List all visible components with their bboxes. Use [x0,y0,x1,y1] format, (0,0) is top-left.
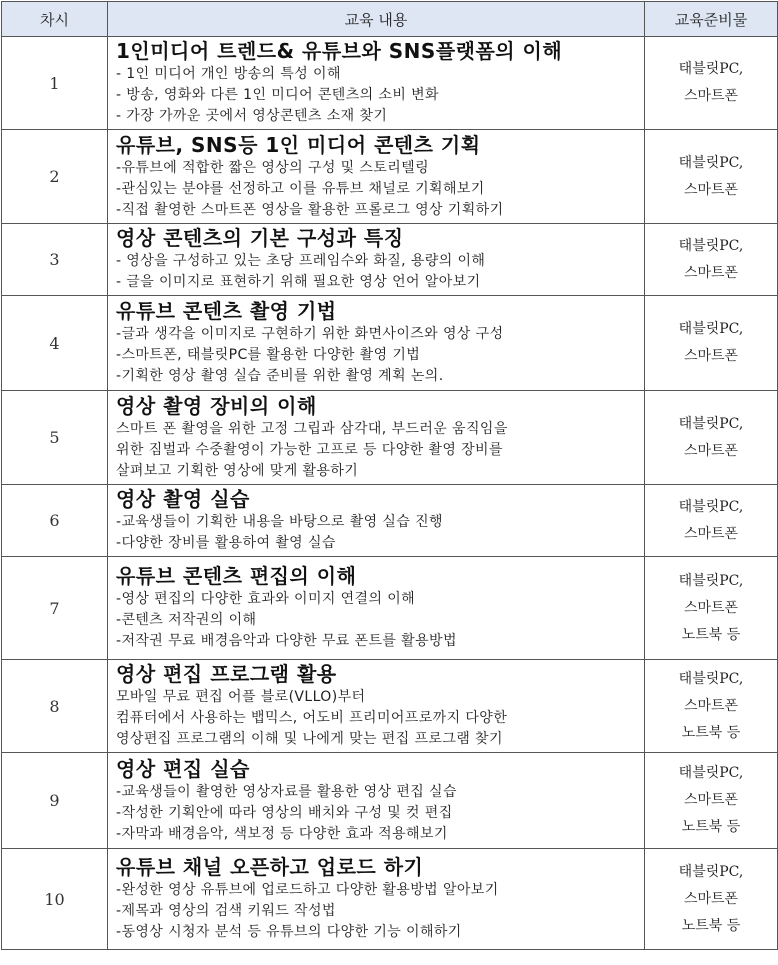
session-materials [645,37,778,130]
session-detail-line: -유튜브에 적합한 짧은 영상의 구성 및 스토리텔링 [116,159,430,176]
session-number: 6 [2,485,108,557]
material-item: 스마트폰 [683,697,739,714]
material-item: 스마트폰 [683,792,739,808]
session-number: 2 [2,130,108,224]
session-title: 유튜브 콘텐츠 편집의 이해 [116,564,357,588]
session-detail-line: - 영상을 구성하고 있는 초당 프레임수와 화질, 용량의 이해 [116,253,486,269]
session-materials [645,660,778,753]
session-materials [645,296,778,391]
session-detail-line: -다양한 장비를 활용하여 촬영 실습 [116,535,336,551]
material-item: 스마트폰 [683,525,739,542]
material-item: 태블릿PC, [678,321,744,337]
material-item: 스마트폰 [683,890,739,907]
session-detail-line: -저작권 무료 배경음악과 다양한 무료 폰트를 활용방법 [116,633,457,649]
session-detail-line: -영상 편집의 다양한 효과와 이미지 연결의 이해 [116,591,416,607]
table-row [2,753,778,849]
session-title: 유튜브, SNS등 1인 미디어 콘텐츠 기획 [116,132,481,157]
session-materials [645,485,778,557]
header-session: 차시 [2,2,108,37]
session-content [108,224,645,296]
table-row [2,37,778,130]
table-row [2,485,778,557]
session-materials [645,130,778,224]
session-number: 7 [2,557,108,660]
session-detail-line: -교육생들이 기획한 내용을 바탕으로 촬영 실습 진행 [116,514,443,530]
session-detail-line: - 1인 미디어 개인 방송의 특성 이해 [116,66,341,82]
session-detail-line: -기획한 영상 촬영 실습 준비를 위한 촬영 계획 논의. [116,368,444,384]
session-content [108,753,645,849]
table-row [2,660,778,753]
session-detail-line: 영상편집 프로그램의 이해 및 나에게 맞는 편집 프로그램 찾기 [116,731,503,747]
material-item: 스마트폰 [683,348,739,364]
session-title: 1인미디어 트렌드& 유튜브와 SNS플랫폼의 이해 [116,39,563,63]
session-detail-line: -스마트폰, 태블릿PC를 활용한 다양한 촬영 기법 [116,347,421,363]
session-detail-line: - 가장 가까운 곳에서 영상콘텐츠 소재 찾기 [116,108,388,124]
header-materials: 교육준비물 [645,2,778,37]
session-content [108,391,645,485]
session-materials [645,557,778,660]
table-row [2,224,778,296]
session-number: 3 [2,224,108,296]
material-item: 태블릿PC, [678,415,744,432]
session-detail-line: -직접 촬영한 스마트폰 영상을 활용한 프롤로그 영상 기획하기 [116,201,504,218]
material-item: 노트북 등 [681,724,741,741]
session-number: 5 [2,391,108,485]
session-detail-line: -완성한 영상 유튜브에 업로드하고 다양한 활용방법 알아보기 [116,882,499,898]
session-detail-line: -글과 생각을 이미지로 구현하기 위한 화면사이즈와 영상 구성 [116,326,504,342]
session-detail-line: - 방송, 영화와 다른 1인 미디어 콘텐츠의 소비 변화 [116,87,439,103]
table-row [2,130,778,224]
session-detail-line: -작성한 기획안에 따라 영상의 배치와 구성 및 컷 편집 [116,804,453,821]
table-header-row [2,2,778,37]
session-detail-line: - 글을 이미지로 표현하기 위해 필요한 영상 언어 알아보기 [116,274,481,290]
session-title: 영상 촬영 장비의 이해 [116,393,317,418]
session-materials [645,849,778,950]
material-item: 노트북 등 [681,819,741,835]
table-row [2,849,778,950]
session-number: 1 [2,37,108,130]
table-body [2,37,778,950]
session-materials [645,391,778,485]
session-detail-line: -콘텐츠 저작권의 이해 [116,612,257,628]
material-item: 노트북 등 [681,626,741,643]
material-item: 스마트폰 [683,264,739,281]
session-title: 영상 콘텐츠의 기본 구성과 특징 [116,226,404,250]
session-materials [645,224,778,296]
session-detail-line: -교육생들이 촬영한 영상자료를 활용한 영상 편집 실습 [116,783,457,800]
session-number: 9 [2,753,108,849]
material-item: 태블릿PC, [678,237,744,254]
session-content [108,660,645,753]
session-title: 영상 편집 프로그램 활용 [116,662,337,686]
table-row [2,391,778,485]
session-title: 유튜브 채널 오픈하고 업로드 하기 [116,855,424,879]
material-item: 태블릿PC, [678,765,744,781]
session-detail-line: 모바일 무료 편집 어플 블로(VLLO)부터 [116,689,366,705]
session-materials [645,753,778,849]
material-item: 태블릿PC, [678,670,744,687]
session-title: 유튜브 콘텐츠 촬영 기법 [116,299,337,323]
session-detail-line: -동영상 시청자 분석 등 유튜브의 다양한 기능 이해하기 [116,924,462,940]
material-item: 태블릿PC, [678,572,744,589]
material-item: 스마트폰 [683,442,739,459]
session-detail-line: -관심있는 분야를 선정하고 이를 유튜브 채널로 기획해보기 [116,180,485,197]
header-content: 교육 내용 [108,2,645,37]
material-item: 태블릿PC, [678,863,744,880]
material-item: 노트북 등 [681,917,741,934]
session-content [108,557,645,660]
session-content [108,296,645,391]
session-number: 4 [2,296,108,391]
session-detail-line: -제목과 영상의 검색 키워드 작성법 [116,903,336,919]
table-row [2,557,778,660]
session-title: 영상 편집 실습 [116,756,250,781]
material-item: 스마트폰 [683,88,739,104]
material-item: 태블릿PC, [678,154,744,171]
curriculum-table [1,1,778,950]
session-detail-line: 스마트 폰 촬영을 위한 고정 그립과 삼각대, 부드러운 움직임을 [116,420,508,437]
material-item: 스마트폰 [683,599,739,616]
session-detail-line: -자막과 배경음악, 색보정 등 다양한 효과 적용해보기 [116,825,448,842]
session-content [108,130,645,224]
session-number: 10 [2,849,108,950]
session-content [108,849,645,950]
session-detail-line: 살펴보고 기획한 영상에 맞게 활용하기 [116,462,359,479]
session-title: 영상 촬영 실습 [116,487,250,511]
table-row [2,296,778,391]
session-number: 8 [2,660,108,753]
session-content [108,485,645,557]
session-content [108,37,645,130]
material-item: 스마트폰 [683,181,739,198]
material-item: 태블릿PC, [678,498,744,515]
session-detail-line: 위한 짐벌과 수중촬영이 가능한 고프로 등 다양한 촬영 장비를 [116,441,503,458]
session-detail-line: 컴퓨터에서 사용하는 뱁믹스, 어도비 프리미어프로까지 다양한 [116,710,508,726]
material-item: 태블릿PC, [678,61,744,77]
